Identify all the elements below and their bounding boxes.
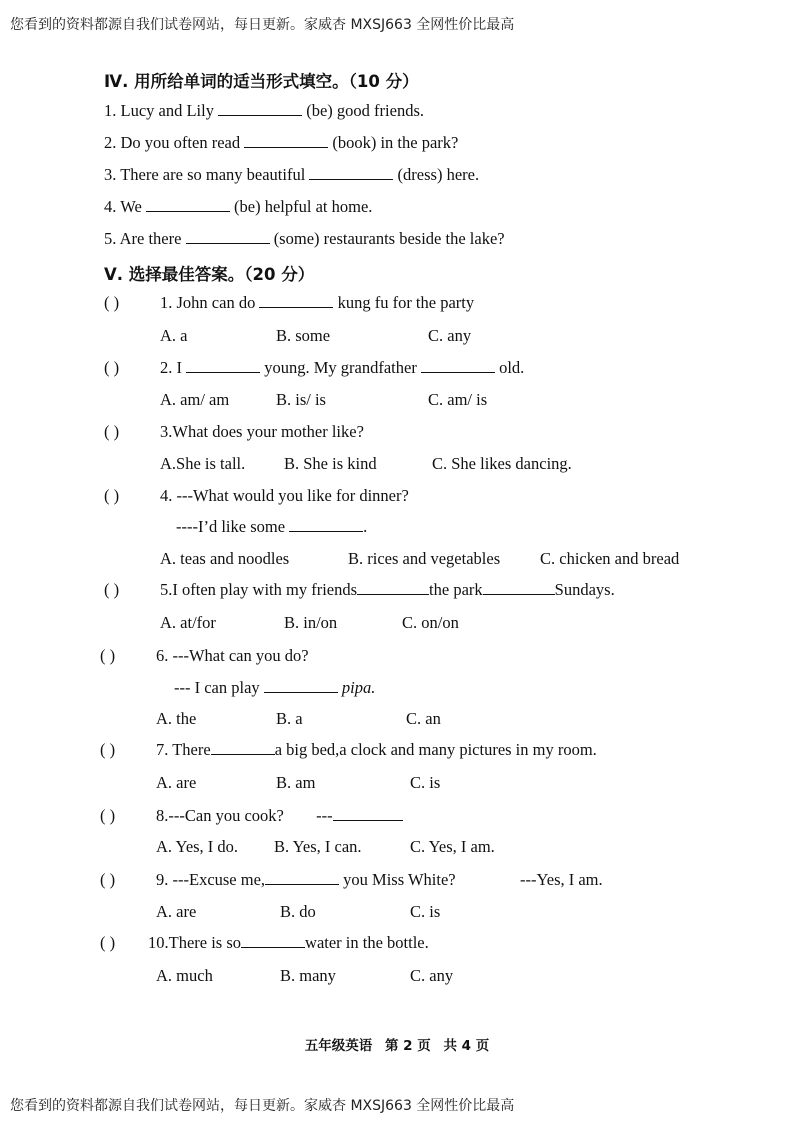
q10-option-c[interactable]: C. any xyxy=(410,966,454,985)
q2-option-c[interactable]: C. am/ is xyxy=(428,390,488,409)
s4-item-4 xyxy=(104,197,372,217)
q10-post: water in the bottle. xyxy=(305,933,429,952)
q4-option-c[interactable]: C. chicken and bread xyxy=(540,549,680,568)
q8-pre: 8.---Can you cook? xyxy=(156,806,284,825)
q7-pre: 7. There xyxy=(156,740,211,759)
q9-stem xyxy=(156,870,456,890)
q5-option-b[interactable]: B. in/on xyxy=(284,613,338,632)
q8-option-c[interactable]: C. Yes, I am. xyxy=(410,837,495,856)
answer-blank[interactable] xyxy=(309,165,393,180)
q2-option-a[interactable]: A. am/ am xyxy=(160,390,230,409)
q3-stem: 3.What does your mother like? xyxy=(160,422,364,441)
q5-option-c[interactable]: C. on/on xyxy=(402,613,459,632)
s4-item-4-post: (be) helpful at home. xyxy=(234,197,373,216)
s4-item-5-post: (some) restaurants beside the lake? xyxy=(273,229,505,248)
q3-option-c[interactable]: C. She likes dancing. xyxy=(432,454,572,473)
q2-stem xyxy=(160,358,524,378)
section-4-title: Ⅳ. 用所给单词的适当形式填空。（10 分） xyxy=(104,72,419,91)
question-blank xyxy=(289,517,363,532)
watermark-bottom: 您看到的资料都源自我们试卷网站，每日更新。家威杏 MXSJ663 全网性价比最高 xyxy=(10,1098,515,1114)
s4-item-2-pre: 2. Do you often read xyxy=(104,133,241,152)
q9-mid: you Miss White? xyxy=(343,870,456,889)
q10-pre: 10.There is so xyxy=(148,933,242,952)
q6-option-b[interactable]: B. a xyxy=(276,709,303,728)
question-blank xyxy=(211,740,275,755)
q1-option-a[interactable]: A. a xyxy=(160,326,188,345)
q4-response-post: . xyxy=(363,517,368,536)
answer-paren-1[interactable]: ( ) xyxy=(104,293,120,312)
q5-pre: 5.I often play with my friends xyxy=(160,580,358,599)
s4-item-1-post: (be) good friends. xyxy=(306,101,424,120)
section-5-title: Ⅴ. 选择最佳答案。（20 分） xyxy=(104,265,315,284)
q4-response xyxy=(176,517,367,537)
q9-option-b[interactable]: B. do xyxy=(280,902,316,921)
answer-paren-6[interactable]: ( ) xyxy=(100,646,116,665)
q7-post: a big bed,a clock and many pictures in my room. xyxy=(274,740,597,759)
q3-option-b[interactable]: B. She is kind xyxy=(284,454,377,473)
q8-stem xyxy=(156,806,403,826)
question-blank xyxy=(483,580,555,595)
q8-option-a[interactable]: A. Yes, I do. xyxy=(156,837,239,856)
q5-mid: the park xyxy=(429,580,483,599)
q7-option-b[interactable]: B. am xyxy=(276,773,316,792)
answer-blank[interactable] xyxy=(218,101,302,116)
q10-stem xyxy=(148,933,429,953)
footer-total-pages: 共 4 页 xyxy=(443,1038,490,1054)
footer-subject: 五年级英语 xyxy=(304,1038,373,1054)
answer-blank[interactable] xyxy=(186,229,270,244)
question-blank xyxy=(421,358,495,373)
s4-item-3-pre: 3. There are so many beautiful xyxy=(104,165,306,184)
answer-paren-9[interactable]: ( ) xyxy=(100,870,116,889)
q1-option-b[interactable]: B. some xyxy=(276,326,331,345)
s4-item-2-post: (book) in the park? xyxy=(332,133,459,152)
q1-post: kung fu for the party xyxy=(337,293,475,312)
q6-option-c[interactable]: C. an xyxy=(406,709,441,728)
q9-response: ---Yes, I am. xyxy=(520,870,603,889)
q7-stem xyxy=(156,740,597,760)
question-blank xyxy=(265,870,339,885)
answer-paren-7[interactable]: ( ) xyxy=(100,740,116,759)
answer-paren-2[interactable]: ( ) xyxy=(104,358,120,377)
question-blank xyxy=(357,580,429,595)
answer-paren-3[interactable]: ( ) xyxy=(104,422,120,441)
s4-item-1-pre: 1. Lucy and Lily xyxy=(104,101,214,120)
q1-option-c[interactable]: C. any xyxy=(428,326,472,345)
q10-option-b[interactable]: B. many xyxy=(280,966,336,985)
q2-pre: 2. I xyxy=(160,358,182,377)
q6-stem: 6. ---What can you do? xyxy=(156,646,309,665)
s4-item-5-pre: 5. Are there xyxy=(104,229,182,248)
q6-response xyxy=(174,678,375,698)
q5-stem xyxy=(160,580,615,600)
q4-option-a[interactable]: A. teas and noodles xyxy=(160,549,290,568)
q9-option-c[interactable]: C. is xyxy=(410,902,441,921)
q7-option-a[interactable]: A. are xyxy=(156,773,197,792)
q3-option-a[interactable]: A.She is tall. xyxy=(160,454,246,473)
answer-blank[interactable] xyxy=(146,197,230,212)
s4-item-1 xyxy=(104,101,424,121)
s4-item-4-pre: 4. We xyxy=(104,197,142,216)
s4-item-3 xyxy=(104,165,479,185)
s4-item-5 xyxy=(104,229,505,249)
answer-paren-10[interactable]: ( ) xyxy=(100,933,116,952)
question-blank xyxy=(333,806,403,821)
q1-stem xyxy=(160,293,474,313)
q9-option-a[interactable]: A. are xyxy=(156,902,197,921)
q6-response-pre: --- I can play xyxy=(174,678,260,697)
answer-paren-8[interactable]: ( ) xyxy=(100,806,116,825)
q5-option-a[interactable]: A. at/for xyxy=(160,613,216,632)
q8-mid: --- xyxy=(316,806,333,825)
page-footer xyxy=(0,1034,794,1054)
q1-pre: 1. John can do xyxy=(160,293,256,312)
s4-item-3-post: (dress) here. xyxy=(397,165,480,184)
watermark-top: 您看到的资料都源自我们试卷网站，每日更新。家威杏 MXSJ663 全网性价比最高 xyxy=(10,17,515,33)
q10-option-a[interactable]: A. much xyxy=(156,966,213,985)
q4-option-b[interactable]: B. rices and vegetables xyxy=(348,549,501,568)
q2-mid: young. My grandfather xyxy=(264,358,417,377)
answer-blank[interactable] xyxy=(244,133,328,148)
q4-response-pre: ----I’d like some xyxy=(176,517,286,536)
answer-paren-5[interactable]: ( ) xyxy=(104,580,120,599)
q9-pre: 9. ---Excuse me, xyxy=(156,870,266,889)
q2-post: old. xyxy=(499,358,525,377)
q6-response-post: pipa. xyxy=(341,678,376,697)
q4-stem: 4. ---What would you like for dinner? xyxy=(160,486,409,505)
q8-option-b[interactable]: B. Yes, I can. xyxy=(274,837,362,856)
q7-option-c[interactable]: C. is xyxy=(410,773,441,792)
question-blank xyxy=(264,678,338,693)
s4-item-2 xyxy=(104,133,458,153)
q5-post: Sundays. xyxy=(554,580,615,599)
q6-option-a[interactable]: A. the xyxy=(156,709,197,728)
question-blank xyxy=(186,358,260,373)
answer-paren-4[interactable]: ( ) xyxy=(104,486,120,505)
q2-option-b[interactable]: B. is/ is xyxy=(276,390,326,409)
question-blank xyxy=(241,933,305,948)
footer-page-number: 第 2 页 xyxy=(384,1038,431,1054)
question-blank xyxy=(259,293,333,308)
